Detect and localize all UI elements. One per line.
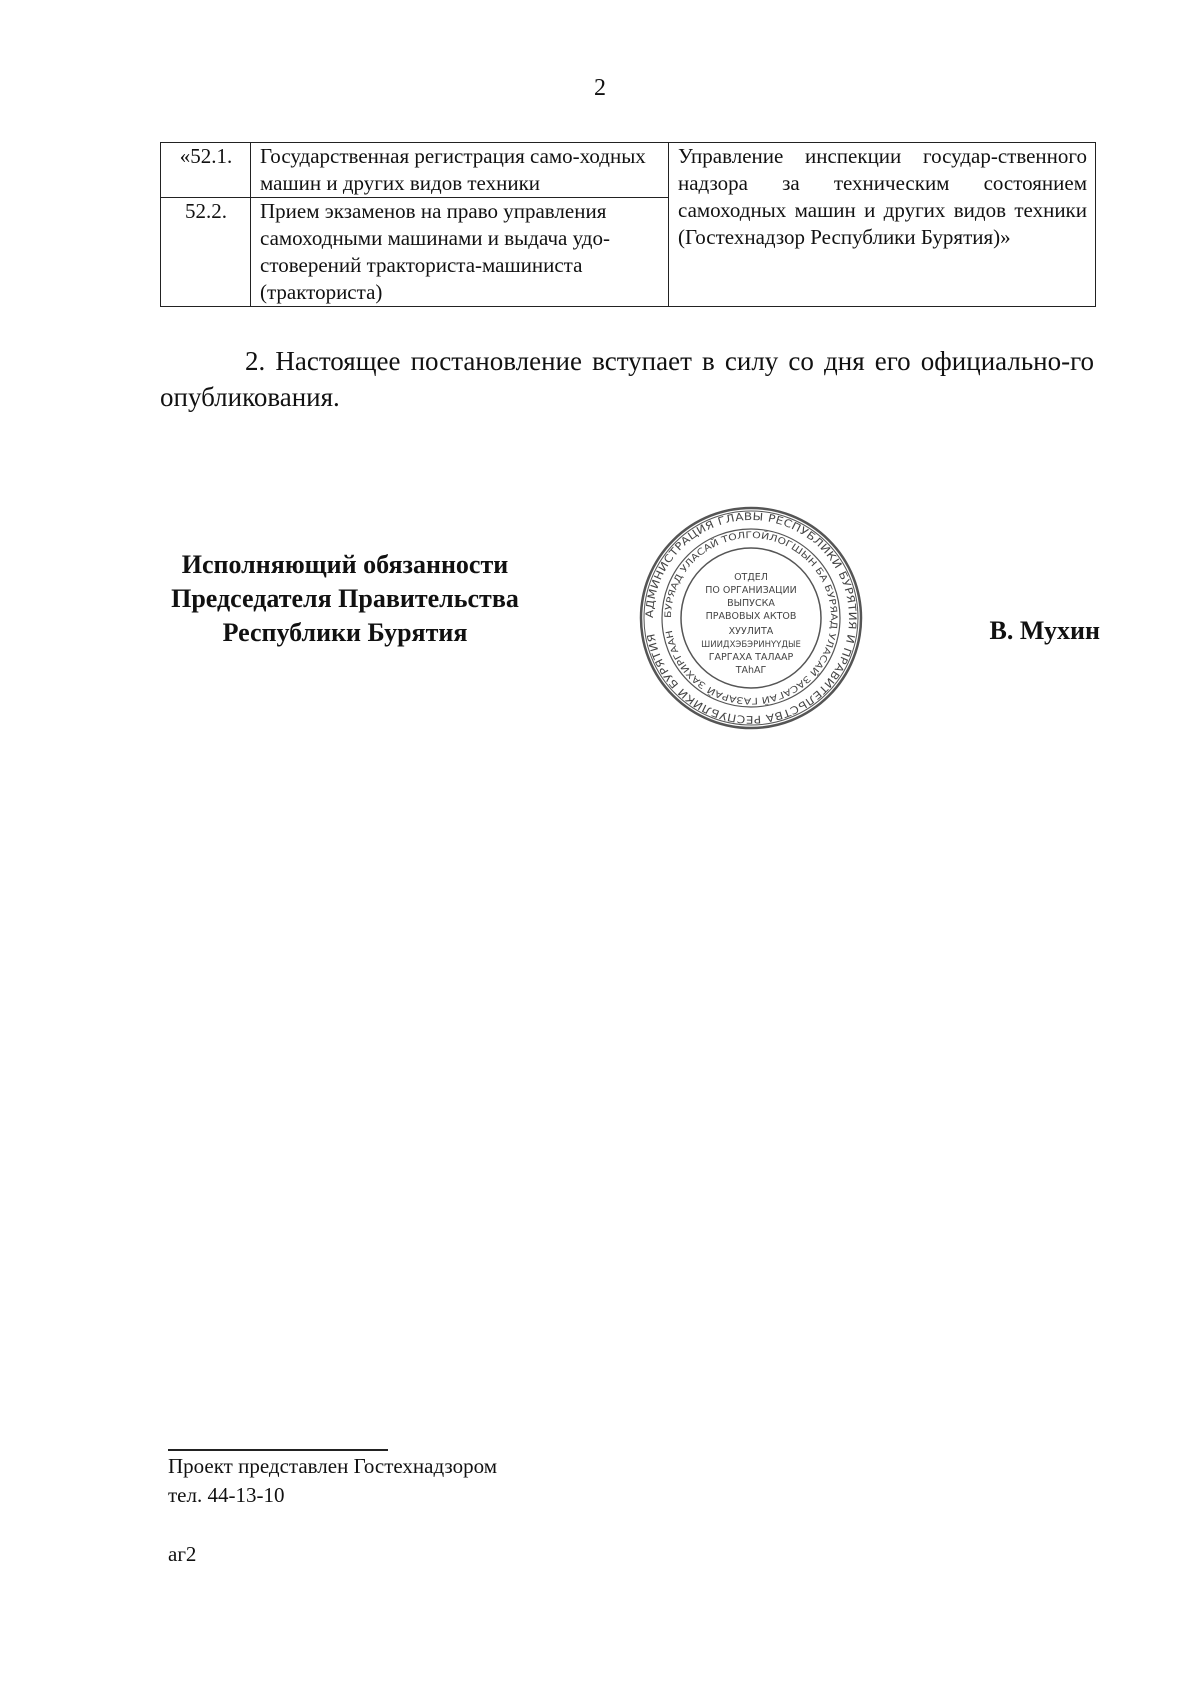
signer-title-line: Председателя Правительства xyxy=(171,584,519,613)
seal-center-line: ВЫПУСКА xyxy=(727,598,775,609)
seal-center-text xyxy=(701,572,801,676)
effective-date-paragraph: 2. Настоящее постановление вступает в силу со дня его официально-го опубликования. xyxy=(160,346,1094,412)
services-table xyxy=(160,142,1096,307)
seal-center-line: ПРАВОВЫХ АКТОВ xyxy=(705,611,797,622)
responsible-department: Управление инспекции государ-ственного надзора за техническим состоянием самоходных машин и других видов техники (Гостехнадзор Республики Бурятия)» xyxy=(669,143,1096,307)
footnote-line: тел. 44-13-10 xyxy=(168,1483,285,1507)
seal-center-line: ПО ОРГАНИЗАЦИИ xyxy=(705,585,797,596)
seal-center-line: ГАРГАХА ТАЛААР xyxy=(708,652,794,663)
seal-outer-text: АДМИНИСТРАЦИЯ ГЛАВЫ РЕСПУБЛИКИ БУРЯТИЯ И ПРАВИТЕЛЬСТВА РЕСПУБЛИКИ БУРЯТИЯ xyxy=(643,510,859,726)
row-number: «52.1. xyxy=(161,143,251,198)
signer-title-line: Республики Бурятия xyxy=(222,618,468,647)
page-number: 2 xyxy=(594,75,606,101)
service-name: Государственная регистрация само-ходных машин и других видов техники xyxy=(251,143,669,198)
footnote xyxy=(168,1452,497,1510)
seal-center-line: ОТДЕЛ xyxy=(734,572,768,583)
footnote-line: Проект представлен Гостехнадзором xyxy=(168,1454,497,1478)
seal-inner-text: БУРЯАД УЛАСАЙ ТОЛГОЙЛОГШЫН БА БУРЯАД УЛАСАЙ ЗАСАГАЙ ГАЗАРАЙ ЗАХИРГААН xyxy=(663,530,839,706)
seal-center-line: ХУУЛИТА xyxy=(728,626,774,637)
document-code: аг2 xyxy=(168,1542,197,1566)
footnote-divider xyxy=(168,1449,388,1451)
row-number: 52.2. xyxy=(161,198,251,307)
seal-center-line: ШИИДХЭБЭРИНҮҮДЫЕ xyxy=(701,640,801,650)
official-seal-stamp xyxy=(637,504,865,732)
service-name: Прием экзаменов на право управления самоходными машинами и выдача удо-стоверений тракториста-машиниста (тракториста) xyxy=(251,198,669,307)
seal-center-line: ТАһАГ xyxy=(735,665,767,676)
signer-name: В. Мухин xyxy=(989,616,1100,645)
signer-title-line: Исполняющий обязанности xyxy=(181,550,509,579)
signer-title xyxy=(140,548,550,650)
table-row xyxy=(161,143,1096,198)
